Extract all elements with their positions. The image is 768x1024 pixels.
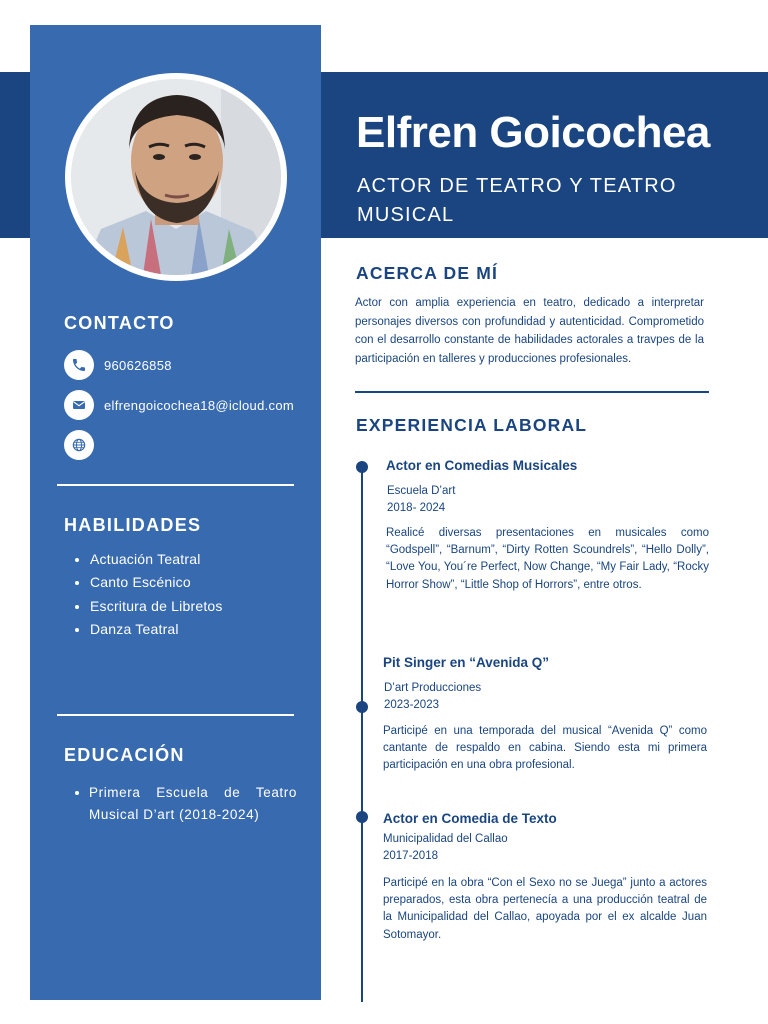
contact-phone-row bbox=[64, 350, 172, 380]
skill-item: Danza Teatral bbox=[66, 618, 223, 641]
skill-item: Canto Escénico bbox=[66, 571, 223, 594]
profile-photo bbox=[65, 73, 287, 281]
about-divider bbox=[355, 391, 709, 393]
timeline-line bbox=[361, 466, 363, 1002]
timeline-dot bbox=[356, 811, 368, 823]
job-dates: 2023-2023 bbox=[384, 699, 439, 711]
education-heading: EDUCACIÓN bbox=[64, 745, 185, 765]
job-company: D’art Producciones bbox=[384, 682, 482, 694]
contact-web-row bbox=[64, 430, 94, 460]
person-role: ACTOR DE TEATRO Y TEATRO MUSICAL bbox=[357, 175, 677, 226]
person-name: Elfren Goicochea bbox=[356, 108, 710, 157]
skill-item: Actuación Teatral bbox=[66, 548, 223, 571]
contact-email[interactable]: elfrengoicochea18@icloud.com bbox=[104, 397, 294, 413]
education-item: Primera Escuela de Teatro Musical D’art (2018-2024) bbox=[66, 782, 297, 825]
timeline-dot bbox=[356, 461, 368, 473]
about-text: Actor con amplia experiencia en teatro, dedicado a interpretar personajes diversos con profundidad y autenticidad. Comprometido con el desarrollo constante de habilidades actorales a travpes de la participación en talleres y producciones profesionales. bbox=[355, 297, 704, 365]
job-company: Municipalidad del Callao bbox=[383, 833, 508, 845]
contact-heading: CONTACTO bbox=[64, 313, 175, 333]
job-title: Pit Singer en “Avenida Q” bbox=[383, 655, 550, 670]
job-description: Realicé diversas presentaciones en musicales como “Godspell”, “Barnum”, “Dirty Rotten Scoundrels”, “Hello Dolly”, “Love You, You´re Perfect, Now Change, “My Fair Lady, “Rocky Horror Show”, “Little Shop of Horrors”, entre otros. bbox=[386, 527, 709, 591]
sidebar-divider bbox=[57, 714, 294, 716]
about-heading: ACERCA DE MÍ bbox=[356, 263, 499, 283]
skills-heading: HABILIDADES bbox=[64, 515, 202, 535]
job-title: Actor en Comedia de Texto bbox=[383, 811, 557, 826]
education-list bbox=[66, 782, 297, 825]
job-title: Actor en Comedias Musicales bbox=[386, 458, 578, 473]
sidebar-divider bbox=[57, 484, 294, 486]
skill-item: Escritura de Libretos bbox=[66, 595, 223, 618]
experience-heading: EXPERIENCIA LABORAL bbox=[356, 415, 588, 435]
person-photo-illustration bbox=[71, 79, 281, 275]
skills-list bbox=[66, 548, 223, 641]
mail-icon bbox=[64, 390, 94, 420]
contact-phone[interactable]: 960626858 bbox=[104, 357, 172, 373]
job-dates: 2018- 2024 bbox=[387, 502, 446, 514]
job-description: Participé en la obra “Con el Sexo no se Juega” junto a actores preparados, esta obra pertenecía a una producción teatral de la Municipalidad del Callao, apoyada por el ex alcalde Juan Sotomayor. bbox=[383, 877, 707, 941]
timeline-dot bbox=[356, 701, 368, 713]
phone-icon bbox=[64, 350, 94, 380]
globe-icon[interactable] bbox=[64, 430, 94, 460]
job-description: Participé en una temporada del musical “Avenida Q” como cantante de respaldo en cabina. Siendo esta mi primera participación en una obra profesional. bbox=[383, 725, 707, 772]
job-dates: 2017-2018 bbox=[383, 850, 438, 862]
job-company: Escuela D’art bbox=[387, 485, 456, 497]
profile-photo-image bbox=[71, 79, 281, 275]
contact-email-row bbox=[64, 390, 294, 420]
